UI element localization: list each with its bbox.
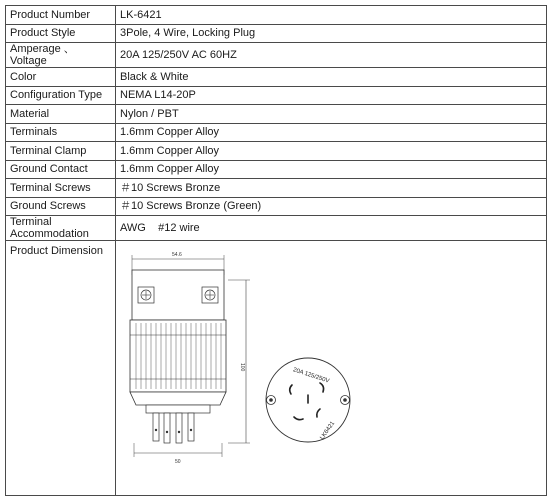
spec-label: Terminal Clamp [6, 142, 116, 161]
spec-label: Material [6, 105, 116, 124]
spec-value: 1.6mm Copper Alloy [116, 160, 547, 179]
spec-row-terminal-screws [6, 179, 547, 198]
spec-label: Terminal Accommodation [6, 216, 116, 241]
spec-row-terminals [6, 123, 547, 142]
plug-drawing [120, 245, 550, 495]
plug-collar [130, 392, 226, 405]
spec-value: 1.6mm Copper Alloy [116, 142, 547, 161]
spec-value: NEMA L14-20P [116, 86, 547, 105]
spec-label: Ground Screws [6, 197, 116, 216]
plug-face-ring [146, 405, 210, 413]
plug-blades [153, 413, 194, 443]
plug-grip-body [130, 320, 226, 392]
spec-value: ＃10 Screws Bronze [116, 179, 547, 198]
spec-row-ground-screws [6, 197, 547, 216]
spec-label: Color [6, 68, 116, 87]
spec-row-color [6, 68, 547, 87]
dimension-drawing [120, 245, 542, 495]
spec-value: 20A 125/250V AC 60HZ [116, 43, 547, 68]
spec-table [5, 5, 547, 496]
spec-row-product-dimension [6, 241, 547, 496]
height-label: 100 [239, 363, 245, 372]
mount-hole-center [343, 398, 347, 402]
spec-label: Product Dimension [6, 241, 116, 496]
spec-value: AWG #12 wire [116, 216, 547, 241]
spec-label: Configuration Type [6, 86, 116, 105]
spec-label: Product Number [6, 6, 116, 25]
spec-value: ＃10 Screws Bronze (Green) [116, 197, 547, 216]
spec-row-terminal-clamp [6, 142, 547, 161]
bottom-width-label: 50 [175, 459, 181, 465]
top-width-label: 54.6 [172, 252, 182, 258]
spec-label: Terminals [6, 123, 116, 142]
spec-label: Amperage 、Voltage [6, 43, 116, 68]
spec-value: Black & White [116, 68, 547, 87]
dimension-drawing-cell [116, 241, 547, 496]
spec-row-ground-contact [6, 160, 547, 179]
spec-value: 3Pole, 4 Wire, Locking Plug [116, 24, 547, 43]
spec-row-configuration-type [6, 86, 547, 105]
spec-label: Terminal Screws [6, 179, 116, 198]
face-model-label: LK6421 [319, 420, 337, 441]
blade-holes [155, 429, 192, 433]
spec-row-material [6, 105, 547, 124]
spec-value: Nylon / PBT [116, 105, 547, 124]
spec-value: LK-6421 [116, 6, 547, 25]
spec-label: Product Style [6, 24, 116, 43]
spec-row-product-number [6, 6, 547, 25]
face-rating-label: 20A 125/250V [292, 367, 330, 385]
spec-label: Ground Contact [6, 160, 116, 179]
spec-row-terminal-accommodation [6, 216, 547, 241]
spec-row-amperage-voltage [6, 43, 547, 68]
spec-value: 1.6mm Copper Alloy [116, 123, 547, 142]
spec-row-product-style [6, 24, 547, 43]
mount-hole-center [269, 398, 273, 402]
